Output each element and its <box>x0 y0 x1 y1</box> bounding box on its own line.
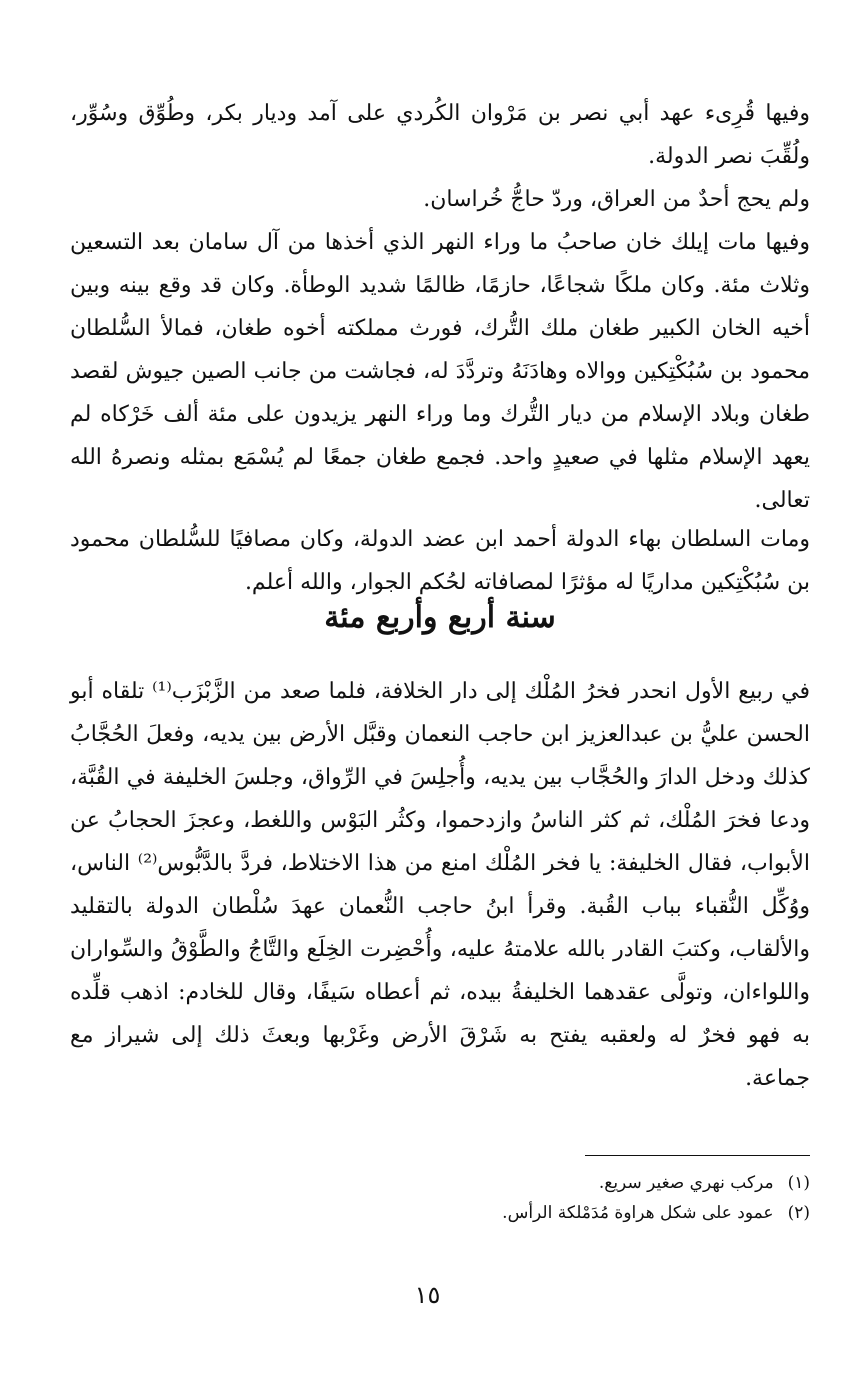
paragraph-hajj: ولم يحج أحدٌ من العراق، وردّ حاجُّ خُراسان. <box>423 187 810 212</box>
footnote-divider <box>585 1155 810 1156</box>
page-number: ١٥ <box>414 1281 441 1309</box>
footnote-number: (١) <box>787 1173 810 1193</box>
footnote-text: مركب نهري صغير سريع. <box>598 1173 774 1193</box>
paragraph-nasr-al-dawla: وفيها قُرِىء عهد أبي نصر بن مَرْوان الكُردي على آمد وديار بكر، وطُوِّق وسُوِّر، ولُقِّبَ نصر الدولة. <box>70 101 810 169</box>
paragraph-ilek-khan: وفيها مات إيلك خان صاحبُ ما وراء النهر الذي أخذها من آل سامان بعد التسعين وثلاث مئة. وكان ملكًا شجاعًا، حازمًا، ظالمًا شديد الوطأة. وكان قد وقع بينه وبين أخيه الخان الكبير طغان ملك التُّرك، فورث مملكته أخوه طغان، فمالأ السُّلطان محمود بن سُبُكْتِكين ووالاه وهادَنَهُ وتردَّدَ له، فجاشت من جانب الصين جيوش لقصد طغان وبلاد الإسلام من ديار التُّرك وما وراء النهر يزيدون على مئة ألف خَرْكاه لم يعهد الإسلام مثلها في صعيدٍ واحد. فجمع طغان جمعًا لم يُسْمَع بمثله ونصرهُ الله تعالى. <box>70 230 810 513</box>
paragraph-fakhr-al-mulk: في ربيع الأول انحدر فخرُ المُلْك إلى دار الخلافة، فلما صعد من الزَّبْزَب⁽¹⁾ تلقاه أبو الحسن عليُّ بن عبدالعزيز ابن حاجب النعمان وقبَّل الأرض بين يديه، وفعلَ الحُجَّابُ كذلك ودخل الدارَ والحُجَّاب بين يديه، وأُجلِسَ في الرِّواق، وجلسَ الخليفة في القُبَّة، ودعا فخرَ المُلْك، ثم كثر الناسُ وازدحموا، وكثُر البَوْس واللغط، وعجزَ الحجابُ عن الأبواب، فقال الخليفة: يا فخر المُلْك امنع من هذا الاختلاط، فردَّ بالدَّبُّوس⁽²⁾ الناس، ووُكِّل النُّقباء بباب القُبة. وقرأ ابنُ حاجب النُّعمان عهدَ سُلْطان الدولة بالتقليد والألقاب، وكتبَ القادر بالله علامتهُ عليه، وأُحْضِرت الخِلَع والتَّاجُ والطَّوْقُ والسِّواران واللواءان، وتولَّى عقدهما الخليفةُ بيده، ثم أعطاه سَيفًا، وقال للخادم: اذهب قلِّده به فهو فخرٌ له ولعقبه يفتح به شَرْقَ الأرض وغَرْبها وبعثَ ذلك إلى شيراز مع جماعة. <box>70 679 810 1091</box>
footnote <box>50 1168 810 1198</box>
paragraph-baha-al-dawla: ومات السلطان بهاء الدولة أحمد ابن عضد الدولة، وكان مصافيًا للسُّلطان محمود بن سُبُكْتِكين مداريًا له مؤثرًا لمصافاته لحُكم الجوار، والله أعلم. <box>70 527 810 595</box>
section-heading: سنة أربع وأربع مئة <box>324 600 556 635</box>
footnote-number: (٢) <box>787 1203 810 1223</box>
footnote <box>50 1198 810 1228</box>
footnote-text: عمود على شكل هراوة مُدَمْلكة الرأس. <box>502 1203 774 1223</box>
